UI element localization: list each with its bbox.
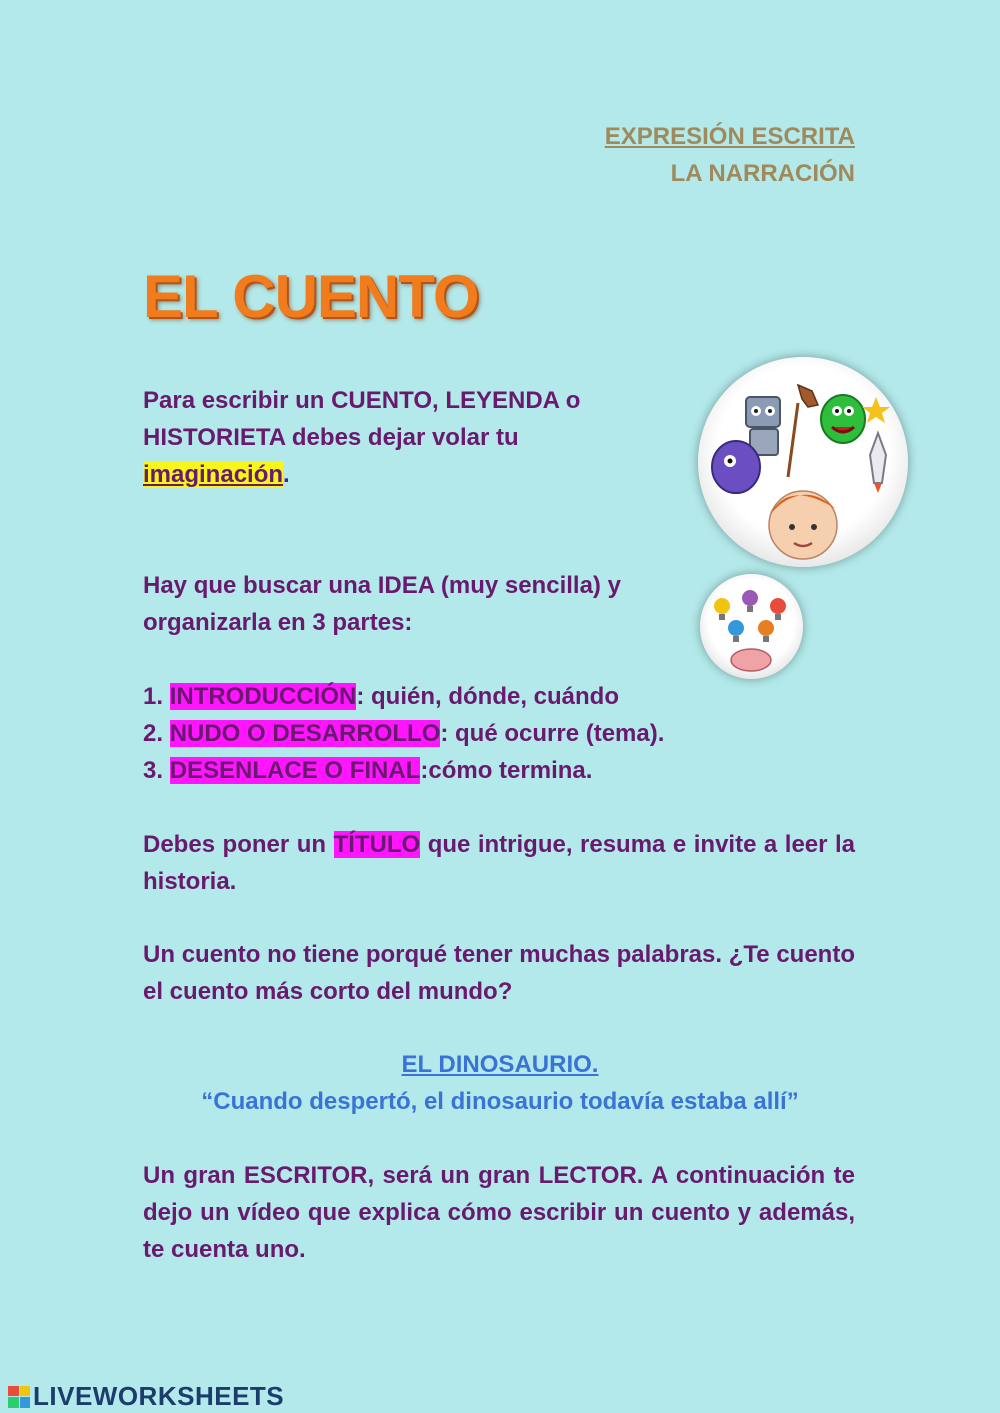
short-story-paragraph: Un cuento no tiene porqué tener muchas palabras. ¿Te cuento el cuento más corto del mundo?	[143, 941, 855, 1005]
idea-line-1: Hay que buscar una IDEA (muy sencilla) y	[143, 572, 621, 599]
lightbulb-icon	[700, 574, 803, 679]
closing-paragraph: Un gran ESCRITOR, será un gran LECTOR. A continuación te dejo un vídeo que explica cómo escribir un cuento y además, te cuenta uno.	[143, 1162, 855, 1263]
part-desc: : qué ocurre (tema).	[440, 720, 665, 747]
intro-end: .	[283, 461, 290, 488]
idea-paragraph	[143, 567, 703, 641]
part-label-nudo: NUDO O DESARROLLO	[169, 720, 441, 747]
liveworksheets-logo	[8, 1381, 284, 1412]
dinosaur-title	[0, 1046, 1000, 1083]
dinosaur-title-text: EL DINOSAURIO.	[401, 1051, 599, 1078]
lightbulb-illustration	[700, 574, 803, 679]
part-desc: : quién, dónde, cuándo	[356, 683, 619, 710]
header-line-2: LA NARRACIÓN	[670, 160, 855, 187]
titulo-pre: Debes poner un	[143, 831, 334, 858]
part-num: 1.	[143, 683, 170, 710]
part-item-2	[143, 715, 855, 752]
section-header	[605, 118, 855, 192]
logo-text: LIVEWORKSHEETS	[33, 1381, 285, 1411]
parts-list	[143, 678, 855, 789]
header-line-1: EXPRESIÓN ESCRITA	[604, 123, 855, 150]
imaginacion-highlight: imaginación	[143, 461, 284, 488]
titulo-paragraph	[143, 826, 855, 900]
imagination-illustration	[698, 357, 908, 567]
part-num: 2.	[143, 720, 170, 747]
part-item-1	[143, 678, 855, 715]
part-num: 3.	[143, 757, 170, 784]
titulo-highlight: TÍTULO	[333, 831, 421, 858]
part-item-3	[143, 752, 855, 789]
part-label-desenlace: DESENLACE O FINAL	[169, 757, 421, 784]
intro-paragraph	[143, 382, 613, 493]
logo-icon	[8, 1386, 30, 1408]
idea-line-2: organizarla en 3 partes:	[143, 609, 413, 636]
intro-line-1: Para escribir un CUENTO, LEYENDA o	[143, 387, 581, 414]
page-title: EL CUENTO	[143, 263, 479, 330]
intro-line-2: HISTORIETA debes dejar volar tu	[143, 424, 519, 451]
imagination-icon	[698, 357, 908, 567]
part-label-introduccion: INTRODUCCIÓN	[169, 683, 357, 710]
titulo-post: que intrigue, resuma e invite a leer la historia.	[143, 831, 856, 895]
part-desc: :cómo termina.	[420, 757, 593, 784]
dinosaur-quote: “Cuando despertó, el dinosaurio todavía estaba allí”	[201, 1088, 799, 1115]
